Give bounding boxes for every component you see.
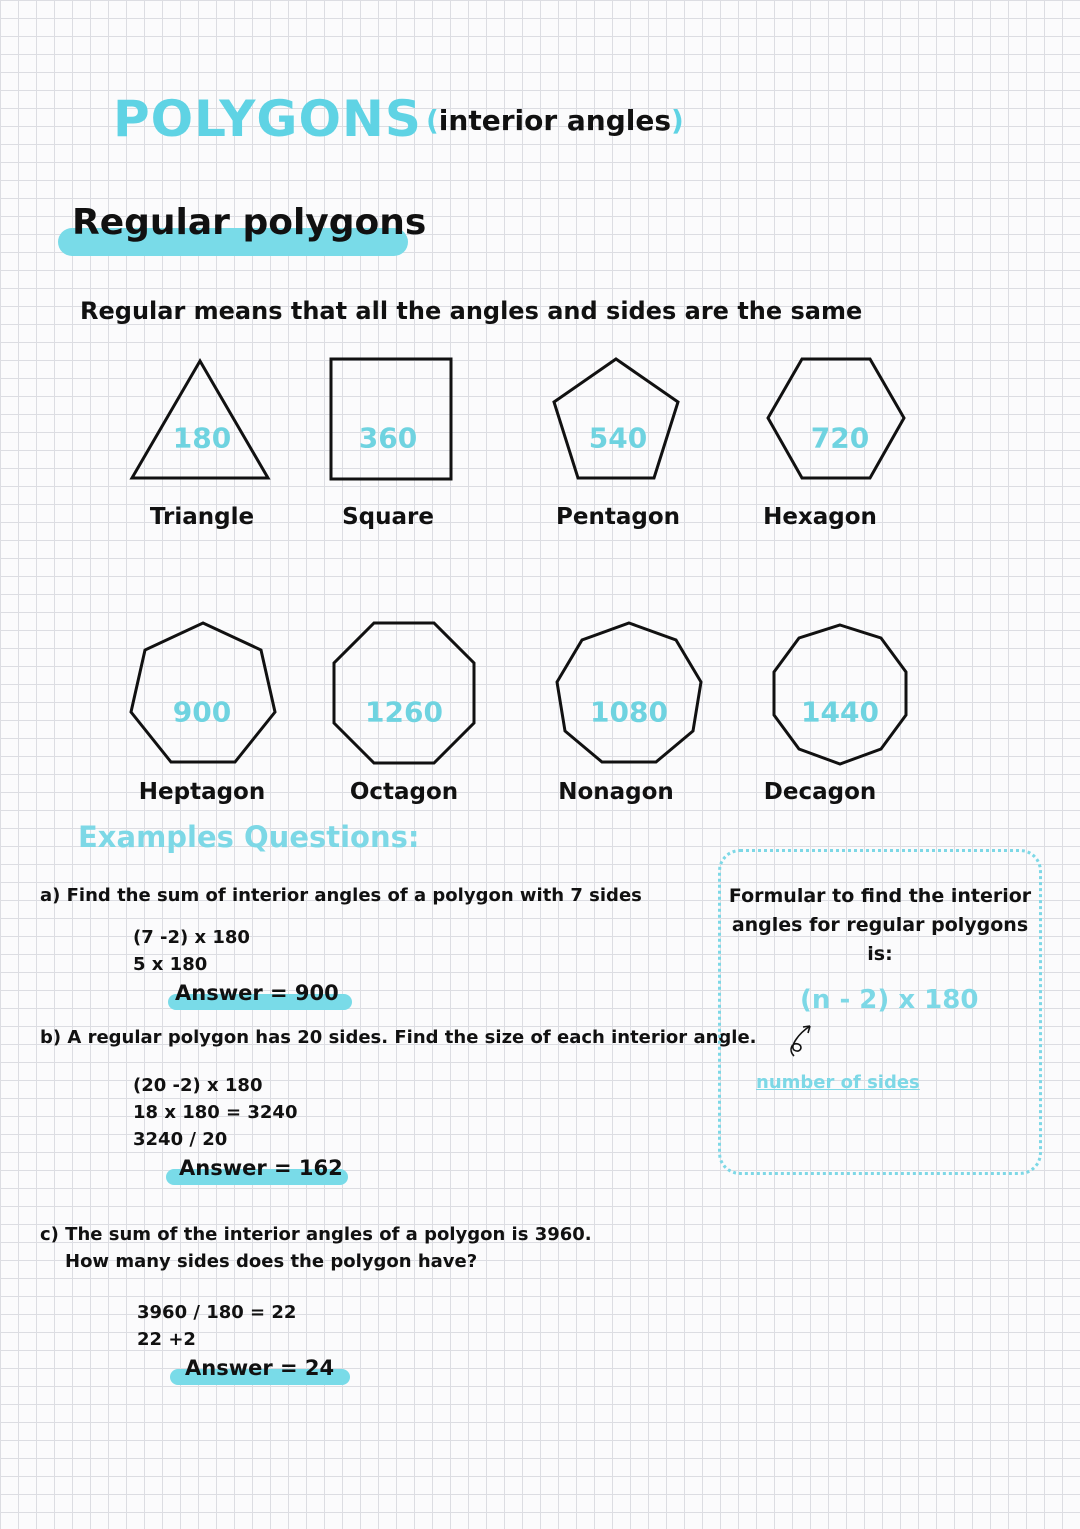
decagon-label: Decagon [763,779,877,805]
answer-c: Answer = 24 [185,1356,335,1380]
working-line: 3960 / 180 = 22 [137,1302,297,1323]
pentagon-angle-sum: 540 [588,421,648,455]
pentagon-label: Pentagon [556,504,680,530]
heptagon-shape [127,620,277,766]
examples-heading: Examples Questions: [78,820,420,854]
section-heading: Regular polygons [72,202,427,243]
question-b: b) A regular polygon has 20 sides. Find the size of each interior angle. [40,1027,757,1048]
page-subtitle [426,104,684,137]
hexagon-shape [764,356,908,482]
triangle-shape [128,358,272,482]
question-c-line2: How many sides does the polygon have? [65,1251,478,1272]
square-label: Square [342,504,434,530]
heptagon-label: Heptagon [138,779,266,805]
subtitle-close-paren: ) [671,104,684,137]
nonagon-shape [552,620,706,766]
triangle-label: Triangle [149,504,255,530]
heptagon-angle-sum: 900 [172,695,232,729]
question-a-working [133,924,250,978]
working-line: (7 -2) x 180 [133,927,250,948]
hexagon-label: Hexagon [763,504,877,530]
square-shape [328,356,456,482]
subtitle-text: interior angles [438,104,672,137]
page-title: POLYGONS [113,90,422,148]
n-label: number of sides [756,1072,920,1093]
formula-description-line: Formular to find the interior [728,885,1032,907]
curly-arrow-icon [784,1020,820,1062]
question-c-line1: c) The sum of the interior angles of a polygon is 3960. [40,1224,592,1245]
question-b-working [133,1072,297,1153]
working-line: 5 x 180 [133,954,208,975]
working-line: (20 -2) x 180 [133,1075,263,1096]
nonagon-label: Nonagon [558,779,674,805]
formula-description [724,882,1036,969]
answer-a: Answer = 900 [175,981,339,1005]
working-line: 18 x 180 = 3240 [133,1102,298,1123]
decagon-angle-sum: 1440 [801,695,879,729]
triangle-angle-sum: 180 [172,421,232,455]
intro-text: Regular means that all the angles and sides are the same [80,297,863,325]
pentagon-shape [550,356,682,482]
octagon-label: Octagon [349,779,459,805]
octagon-shape [330,620,478,766]
question-a: a) Find the sum of interior angles of a polygon with 7 sides [40,885,642,906]
subtitle-open-paren: ( [426,104,439,137]
square-angle-sum: 360 [358,421,418,455]
question-c-working [137,1299,296,1353]
nonagon-angle-sum: 1080 [590,695,668,729]
working-line: 22 +2 [137,1329,196,1350]
formula: (n - 2) x 180 [800,985,979,1015]
answer-b: Answer = 162 [179,1156,343,1180]
octagon-angle-sum: 1260 [365,695,443,729]
hexagon-angle-sum: 720 [810,421,870,455]
working-line: 3240 / 20 [133,1129,228,1150]
formula-description-line: angles for regular polygons is: [731,914,1029,965]
